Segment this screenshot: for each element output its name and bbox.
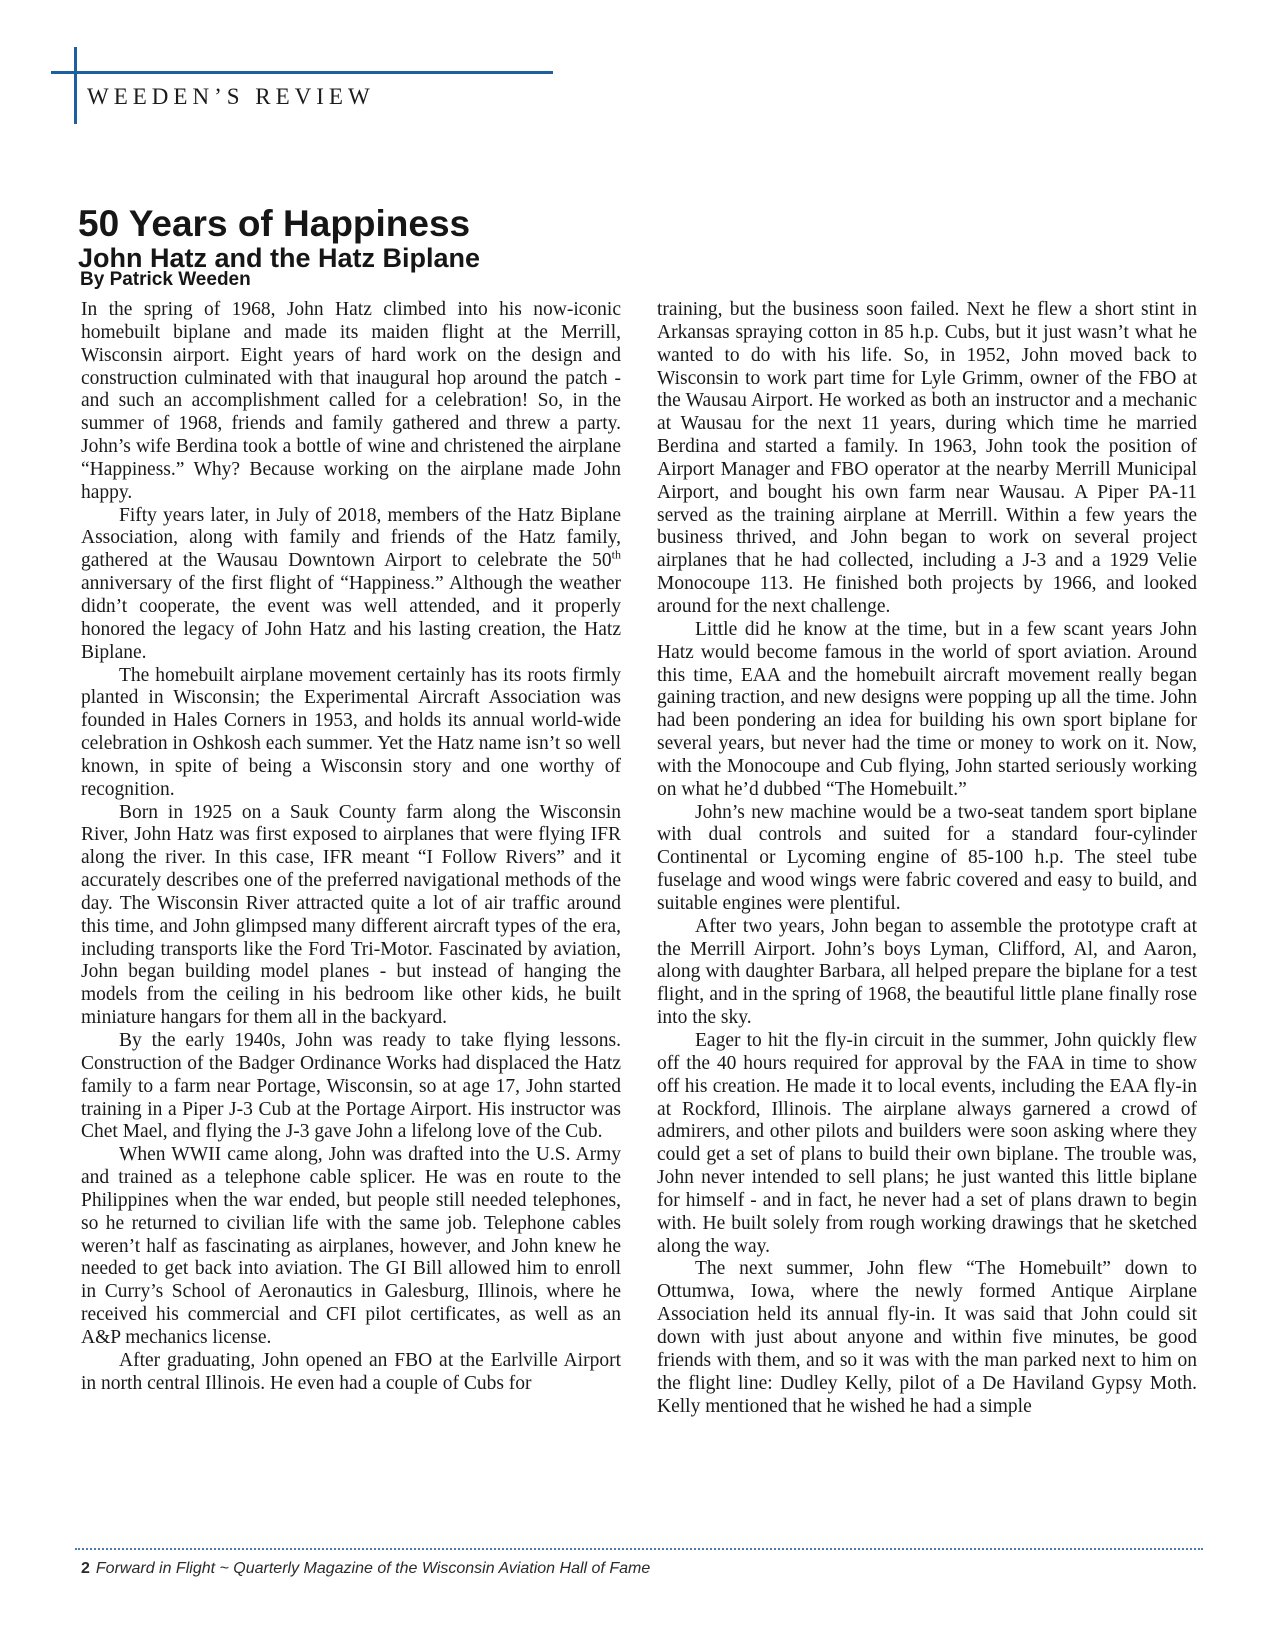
- footer-dotted-divider: [75, 1548, 1203, 1550]
- body-paragraph: The next summer, John flew “The Homebuilt” down to Ottumwa, Iowa, where the newly formed Antique Airplane Association held its annual fly-in. It was said that John could sit down with just about anyone and within five minutes, be good friends with them, and so it was with the man parked next to him on the flight line: Dudley Kelly, pilot of a De Haviland Gypsy Moth. Kelly mentioned that he wished he had a simple: [657, 1258, 1197, 1417]
- body-paragraph: John’s new machine would be a two-seat tandem sport biplane with dual controls and suited for a standard four-cylinder Continental or Lycoming engine of 85-100 h.p. The steel tube fuselage and wood wings were fabric covered and easy to build, and suitable engines were plentiful.: [657, 801, 1197, 914]
- body-paragraph: In the spring of 1968, John Hatz climbed into his now-iconic homebuilt biplane and made its maiden flight at the Merrill, Wisconsin airport. Eight years of hard work on the design and construction culminated with that inaugural hop around the patch - and such an accomplishment called for a celebration! So, in the summer of 1968, friends and family gathered and threw a party. John’s wife Berdina took a bottle of wine and christened the airplane “Happiness.” Why? Because working on the airplane made John happy.: [81, 299, 621, 503]
- masthead-vertical-rule: [74, 47, 77, 124]
- body-paragraph: Eager to hit the fly-in circuit in the summer, John quickly flew off the 40 hours required for approval by the FAA in time to show off his creation. He made it to local events, including the EAA fly-in at Rockford, Illinois. The airplane always garnered a crowd of admirers, and other pilots and builders were soon asking where they could get a set of plans to build their own biplane. The trouble was, John never intended to sell plans; he just wanted this little biplane for himself - and in fact, he never had a set of plans drawn to begin with. He built solely from rough working drawings that he sketched along the way.: [657, 1030, 1197, 1257]
- page-footer: [81, 1560, 650, 1578]
- body-paragraph: Fifty years later, in July of 2018, members of the Hatz Biplane Association, along with family and friends of the Hatz family, gathered at the Wausau Downtown Airport to celebrate the 50th anniversary of the first flight of “Happiness.” Although the weather didn’t cooperate, the event was well attended, and it properly honored the legacy of John Hatz and his lasting creation, the Hatz Biplane.: [81, 504, 621, 663]
- body-paragraph: training, but the business soon failed. Next he flew a short stint in Arkansas spraying cotton in 85 h.p. Cubs, but it just wasn’t what he wanted to do with his life. So, in 1952, John moved back to Wisconsin to work part time for Lyle Grimm, owner of the FBO at the Wausau Airport. He worked as both an instructor and a mechanic at Wausau for the next 11 years, during which time he married Berdina and started a family. In 1963, John took the position of Airport Manager and FBO operator at the nearby Merrill Municipal Airport, and bought his own farm near Wausau. A Piper PA-11 served as the training airplane at Merrill. Within a few years the business thrived, and John began to work on several project airplanes that he had collected, including a J-3 and a 1929 Velie Monocoupe 113. He finished both projects by 1966, and looked around for the next challenge.: [657, 299, 1197, 617]
- body-paragraph: Born in 1925 on a Sauk County farm along the Wisconsin River, John Hatz was first exposed to airplanes that were flying IFR along the river. In this case, IFR meant “I Follow Rivers” and it accurately describes one of the preferred navigational methods of the day. The Wisconsin River attracted quite a lot of air traffic around this time, and John glimpsed many different aircraft types of the era, including transports like the Ford Tri-Motor. Fascinated by aviation, John began building model planes - but instead of hanging the models from the ceiling in his bedroom like other kids, he built miniature hangars for them all in the backyard.: [81, 801, 621, 1029]
- column-right: [657, 299, 1197, 1541]
- article-subtitle: John Hatz and the Hatz Biplane: [78, 243, 481, 274]
- article-title: 50 Years of Happiness: [78, 202, 471, 244]
- body-paragraph: By the early 1940s, John was ready to take flying lessons. Construction of the Badger Ordinance Works had displaced the Hatz family to a farm near Portage, Wisconsin, so at age 17, John started training in a Piper J-3 Cub at the Portage Airport. His instructor was Chet Mael, and flying the J-3 gave John a lifelong love of the Cub.: [81, 1030, 621, 1143]
- body-paragraph: After graduating, John opened an FBO at the Earlville Airport in north central Illinois. He even had a couple of Cubs for: [81, 1349, 621, 1394]
- body-paragraph: When WWII came along, John was drafted into the U.S. Army and trained as a telephone cable splicer. He was en route to the Philippines when the war ended, but people still needed telephones, so he returned to civilian life with the same job. Telephone cables weren’t half as fascinating as airplanes, however, and John knew he needed to get back into aviation. The GI Bill allowed him to enroll in Curry’s School of Aeronautics in Galesburg, Illinois, where he received his commercial and CFI pilot certificates, as well as an A&P mechanics license.: [81, 1144, 621, 1348]
- magazine-name: Forward in Flight ~ Quarterly Magazine of the Wisconsin Aviation Hall of Fame: [95, 1560, 651, 1577]
- body-paragraph: After two years, John began to assemble the prototype craft at the Merrill Airport. John’s boys Lyman, Clifford, Al, and Aaron, along with daughter Barbara, all helped prepare the biplane for a test flight, and in the spring of 1968, the beautiful little plane finally rose into the sky.: [657, 915, 1197, 1029]
- article-byline: By Patrick Weeden: [80, 269, 251, 290]
- body-paragraph: The homebuilt airplane movement certainly has its roots firmly planted in Wisconsin; the Experimental Aircraft Association was founded in Hales Corners in 1953, and holds its annual world-wide celebration in Oshkosh each summer. Yet the Hatz name isn’t so well known, in spite of being a Wisconsin story and one worthy of recognition.: [81, 664, 621, 800]
- masthead-horizontal-rule: [51, 71, 553, 74]
- column-left: [81, 299, 621, 1541]
- masthead-title: WEEDEN’S REVIEW: [87, 84, 375, 109]
- body-paragraph: Little did he know at the time, but in a few scant years John Hatz would become famous in the world of sport aviation. Around this time, EAA and the homebuilt aircraft movement really began gaining traction, and new designs were popping up all the time. John had been pondering an idea for building his own sport biplane for several years, but never had the time or money to work on it. Now, with the Monocoupe and Cub flying, John started seriously working on what he’d dubbed “The Homebuilt.”: [657, 618, 1197, 800]
- page-number: 2: [81, 1560, 90, 1577]
